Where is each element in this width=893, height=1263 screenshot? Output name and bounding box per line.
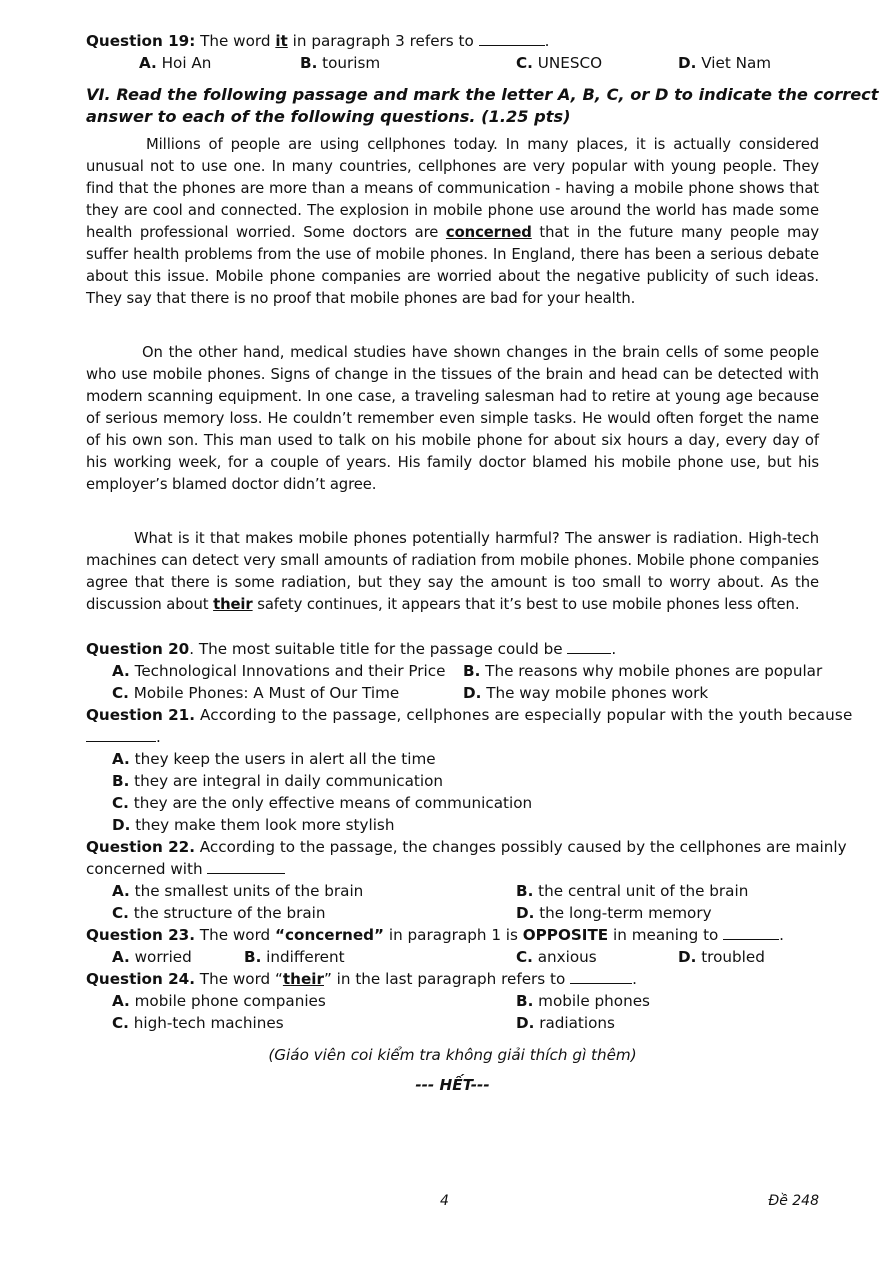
answer-blank bbox=[570, 969, 632, 984]
question-23: Question 23. The word “concerned” in paragraph 1 is OPPOSITE in meaning to . bbox=[86, 926, 784, 944]
option-d[interactable]: D. troubled bbox=[678, 948, 765, 966]
option-c[interactable]: C. UNESCO bbox=[516, 54, 603, 72]
option-d[interactable]: D. radiations bbox=[516, 1014, 615, 1032]
option-c[interactable]: C. high-tech machines bbox=[112, 1014, 284, 1032]
question-21-option-a[interactable]: A. they keep the users in alert all the time bbox=[112, 750, 436, 768]
question-22-options-row-1 bbox=[86, 880, 819, 902]
option-a[interactable]: A. Hoi An bbox=[139, 54, 212, 72]
end-marker: --- HẾT--- bbox=[415, 1076, 490, 1094]
question-24-options-row-1 bbox=[86, 990, 819, 1012]
option-a[interactable]: A. Technological Innovations and their Price bbox=[112, 662, 446, 680]
question-20: Question 20. The most suitable title for the passage could be . bbox=[86, 640, 617, 658]
referenced-word: it bbox=[275, 32, 288, 50]
passage-paragraph-2: On the other hand, medical studies have shown changes in the brain cells of some people who use mobile phones. Signs of change in the tissues of the brain and head can be detected with modern scanning equipment. In one case, a traveling salesman had to retire at young age because of serious memory loss. He couldn’t remember even simple tasks. He would often forget the name of his own son. This man used to talk on his mobile phone for about six hours a day, every day of his working week, for a couple of years. His family doctor blamed his mobile phone use, but his employer’s blamed doctor didn’t agree. bbox=[86, 344, 819, 493]
question-22-line-2: concerned with bbox=[86, 858, 819, 880]
option-c[interactable]: C. the structure of the brain bbox=[112, 904, 326, 922]
answer-blank bbox=[479, 31, 545, 46]
option-b[interactable]: B. indifferent bbox=[244, 948, 345, 966]
answer-blank bbox=[723, 925, 779, 940]
question-23-options bbox=[86, 946, 819, 968]
answer-blank bbox=[86, 727, 156, 742]
page-number: 4 bbox=[440, 1193, 449, 1209]
teacher-note: (Giáo viên coi kiểm tra không giải thích gì thêm) bbox=[268, 1046, 637, 1064]
option-b[interactable]: B. the central unit of the brain bbox=[516, 882, 749, 900]
question-20-options-row-1 bbox=[86, 660, 823, 682]
concerned-word: concerned bbox=[445, 224, 532, 241]
question-24-options-row-2 bbox=[86, 1012, 819, 1034]
option-d[interactable]: D. the long-term memory bbox=[516, 904, 712, 922]
option-d[interactable]: D. Viet Nam bbox=[678, 54, 772, 72]
option-a[interactable]: A. the smallest units of the brain bbox=[112, 882, 364, 900]
question-22-options-row-2 bbox=[86, 902, 819, 924]
question-21-option-c[interactable]: C. they are the only effective means of communication bbox=[112, 794, 533, 812]
section-title: VI. Read the following passage and mark the letter A, B, C, or D to indicate the correct answer to each of the following questions. (1.25 pts) bbox=[86, 85, 879, 126]
exam-page bbox=[86, 30, 879, 1096]
question-20-options-row-2 bbox=[86, 682, 819, 704]
question-label: Question 19: bbox=[86, 32, 196, 50]
option-a[interactable]: A. mobile phone companies bbox=[112, 992, 326, 1010]
option-d[interactable]: D. The way mobile phones work bbox=[463, 684, 709, 702]
answer-blank bbox=[207, 859, 285, 874]
option-b[interactable]: B. mobile phones bbox=[516, 992, 650, 1010]
question-19-options bbox=[86, 52, 819, 74]
question-21-option-b[interactable]: B. they are integral in daily communication bbox=[112, 772, 444, 790]
option-b[interactable]: B. tourism bbox=[300, 54, 381, 72]
option-a[interactable]: A. worried bbox=[112, 948, 192, 966]
question-19: Question 19: The word it in paragraph 3 refers to . bbox=[86, 32, 550, 50]
option-b[interactable]: B. The reasons why mobile phones are popular bbox=[463, 662, 823, 680]
question-21: Question 21. According to the passage, cellphones are especially popular with the youth because bbox=[86, 706, 853, 724]
question-24: Question 24. The word “their” in the last paragraph refers to . bbox=[86, 970, 637, 988]
their-word: their bbox=[213, 596, 253, 613]
answer-blank bbox=[567, 639, 611, 654]
question-21-option-d[interactable]: D. they make them look more stylish bbox=[112, 816, 395, 834]
option-c[interactable]: C. anxious bbox=[516, 948, 597, 966]
question-21-blank-line: . bbox=[86, 726, 819, 748]
passage-paragraph-1: Millions of people are using cellphones today. In many places, it is actually considered unusual not to use one. In many countries, cellphones are very popular with young people. They find that the phones are more than a means of communication - having a mobile phone shows that they are cool and connected. The explosion in mobile phone use around the world has made some health professional worried. Some doctors are concerned that in the future many people may suffer health problems from the use of mobile phones. In England, there has been a serious debate about this issue. Mobile phone companies are worried about the negative publicity of such ideas. They say that there is no proof that mobile phones are bad for your health. bbox=[86, 136, 819, 307]
exam-code: Đề 248 bbox=[768, 1193, 819, 1209]
option-c[interactable]: C. Mobile Phones: A Must of Our Time bbox=[112, 684, 400, 702]
passage-paragraph-3: What is it that makes mobile phones potentially harmful? The answer is radiation. High-tech machines can detect very small amounts of radiation from mobile phones. Mobile phone companies agree that there is some radiation, but they say the amount is too small to worry about. As the discussion about their safety continues, it appears that it’s best to use mobile phones less often. bbox=[86, 530, 819, 613]
question-22: Question 22. According to the passage, the changes possibly caused by the cellphones are mainly bbox=[86, 838, 847, 856]
